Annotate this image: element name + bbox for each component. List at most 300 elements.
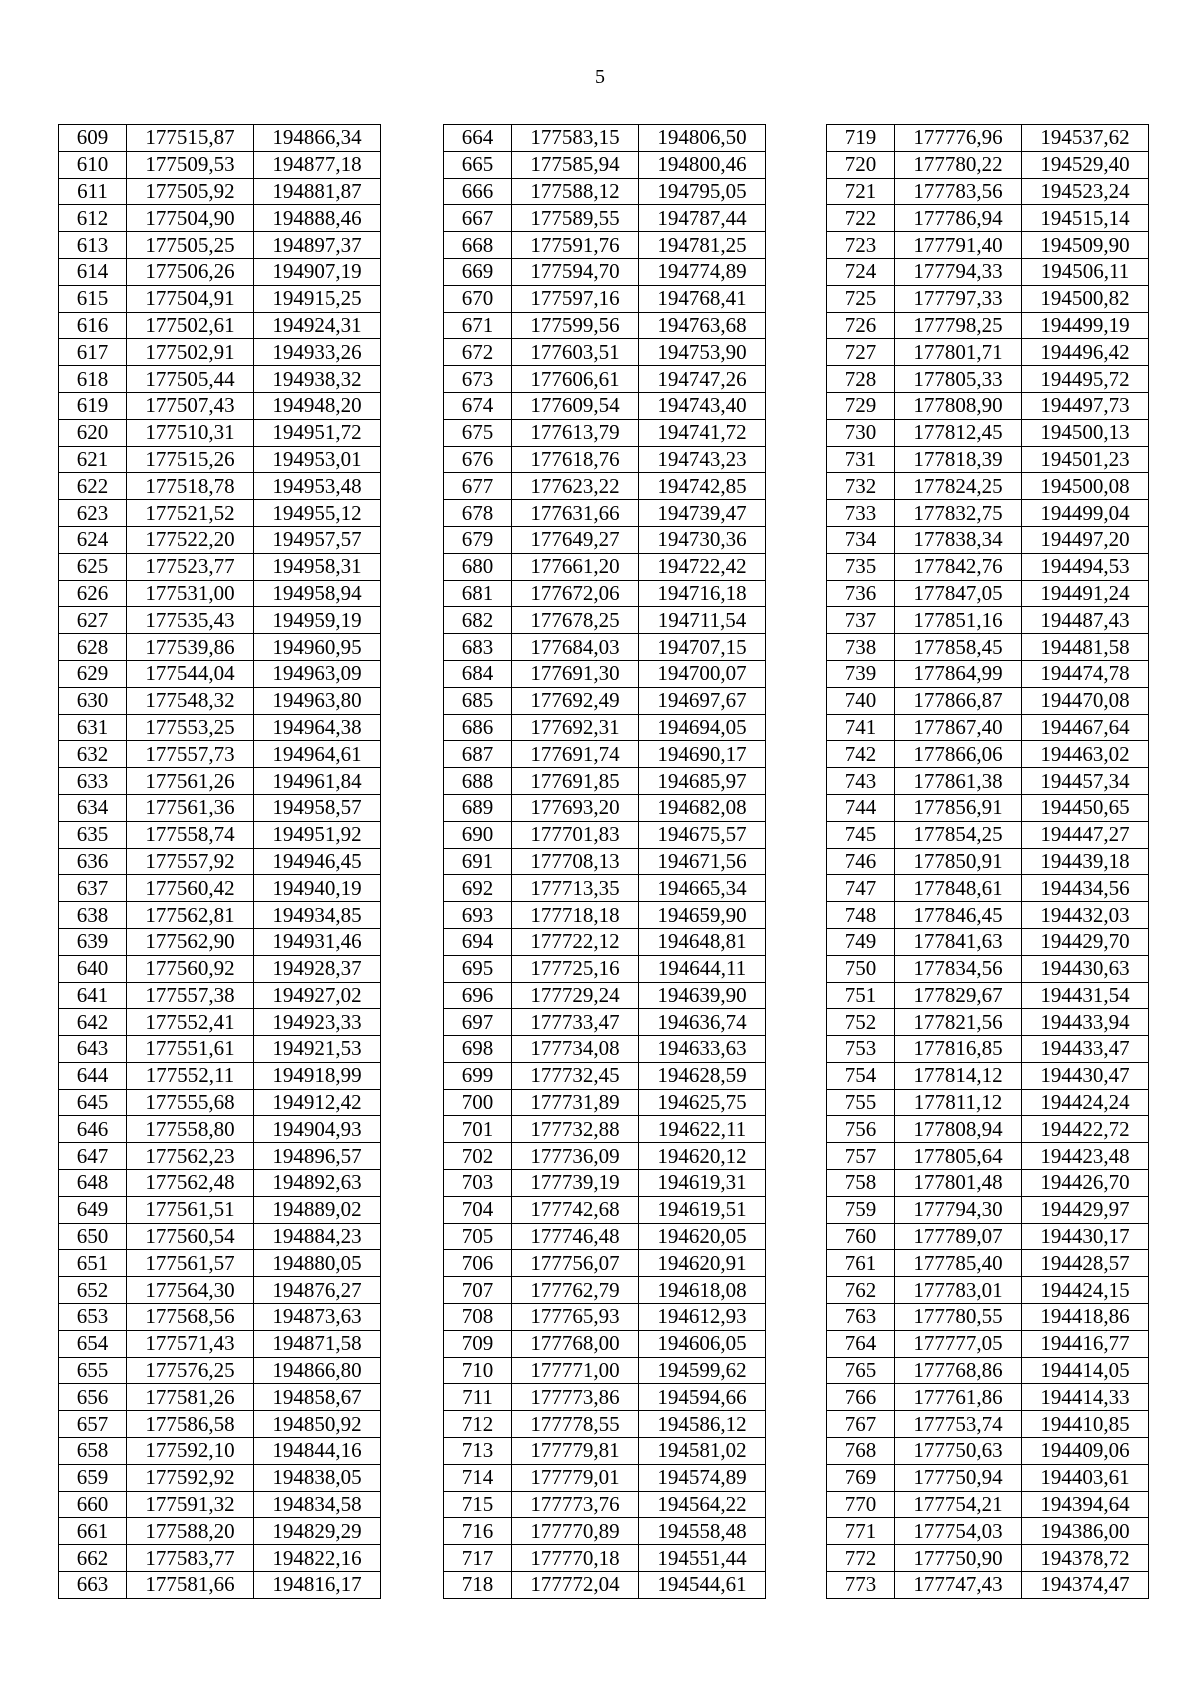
y-coordinate-cell: 194423,48 (1022, 1143, 1149, 1170)
point-number-cell: 726 (827, 312, 895, 339)
x-coordinate-cell: 177750,90 (895, 1545, 1022, 1572)
point-number-cell: 722 (827, 205, 895, 232)
x-coordinate-cell: 177801,48 (895, 1170, 1022, 1197)
y-coordinate-cell: 194429,97 (1022, 1196, 1149, 1223)
x-coordinate-cell: 177850,91 (895, 848, 1022, 875)
table-row (827, 473, 1149, 500)
point-number-cell: 609 (59, 125, 127, 152)
x-coordinate-cell: 177557,73 (127, 741, 254, 768)
x-coordinate-cell: 177816,85 (895, 1036, 1022, 1063)
point-number-cell: 687 (444, 741, 512, 768)
y-coordinate-cell: 194948,20 (254, 392, 381, 419)
table-row (59, 1250, 381, 1277)
table-row (59, 928, 381, 955)
table-row (444, 982, 766, 1009)
y-coordinate-cell: 194806,50 (639, 125, 766, 152)
point-number-cell: 631 (59, 714, 127, 741)
table-row (827, 875, 1149, 902)
x-coordinate-cell: 177789,07 (895, 1223, 1022, 1250)
point-number-cell: 689 (444, 794, 512, 821)
point-number-cell: 692 (444, 875, 512, 902)
x-coordinate-cell: 177801,71 (895, 339, 1022, 366)
x-coordinate-cell: 177592,10 (127, 1438, 254, 1465)
point-number-cell: 758 (827, 1170, 895, 1197)
x-coordinate-cell: 177718,18 (512, 902, 639, 929)
x-coordinate-cell: 177722,12 (512, 928, 639, 955)
y-coordinate-cell: 194951,92 (254, 821, 381, 848)
x-coordinate-cell: 177539,86 (127, 634, 254, 661)
y-coordinate-cell: 194921,53 (254, 1036, 381, 1063)
x-coordinate-cell: 177518,78 (127, 473, 254, 500)
x-coordinate-cell: 177603,51 (512, 339, 639, 366)
point-number-cell: 735 (827, 553, 895, 580)
x-coordinate-cell: 177838,34 (895, 526, 1022, 553)
point-number-cell: 759 (827, 1196, 895, 1223)
x-coordinate-cell: 177502,61 (127, 312, 254, 339)
table-row (827, 553, 1149, 580)
y-coordinate-cell: 194470,08 (1022, 687, 1149, 714)
point-number-cell: 736 (827, 580, 895, 607)
x-coordinate-cell: 177678,25 (512, 607, 639, 634)
table-row (827, 794, 1149, 821)
table-row (59, 473, 381, 500)
y-coordinate-cell: 194558,48 (639, 1518, 766, 1545)
table-row (827, 714, 1149, 741)
x-coordinate-cell: 177583,77 (127, 1545, 254, 1572)
table-row (59, 1143, 381, 1170)
x-coordinate-cell: 177808,94 (895, 1116, 1022, 1143)
point-number-cell: 767 (827, 1411, 895, 1438)
point-number-cell: 653 (59, 1304, 127, 1331)
x-coordinate-cell: 177561,51 (127, 1196, 254, 1223)
table-row (444, 1518, 766, 1545)
x-coordinate-cell: 177736,09 (512, 1143, 639, 1170)
y-coordinate-cell: 194953,01 (254, 446, 381, 473)
y-coordinate-cell: 194739,47 (639, 500, 766, 527)
x-coordinate-cell: 177777,05 (895, 1330, 1022, 1357)
x-coordinate-cell: 177561,57 (127, 1250, 254, 1277)
x-coordinate-cell: 177785,40 (895, 1250, 1022, 1277)
table-row (827, 1089, 1149, 1116)
coordinate-table-1 (58, 124, 381, 1599)
y-coordinate-cell: 194625,75 (639, 1089, 766, 1116)
y-coordinate-cell: 194491,24 (1022, 580, 1149, 607)
x-coordinate-cell: 177618,76 (512, 446, 639, 473)
point-number-cell: 636 (59, 848, 127, 875)
point-number-cell: 739 (827, 660, 895, 687)
x-coordinate-cell: 177585,94 (512, 151, 639, 178)
point-number-cell: 749 (827, 928, 895, 955)
point-number-cell: 671 (444, 312, 512, 339)
x-coordinate-cell: 177586,58 (127, 1411, 254, 1438)
table-row (827, 446, 1149, 473)
x-coordinate-cell: 177692,49 (512, 687, 639, 714)
table-row (59, 285, 381, 312)
x-coordinate-cell: 177555,68 (127, 1089, 254, 1116)
y-coordinate-cell: 194716,18 (639, 580, 766, 607)
y-coordinate-cell: 194931,46 (254, 928, 381, 955)
table-row (59, 1223, 381, 1250)
y-coordinate-cell: 194946,45 (254, 848, 381, 875)
table-row (59, 1330, 381, 1357)
point-number-cell: 702 (444, 1143, 512, 1170)
x-coordinate-cell: 177561,26 (127, 768, 254, 795)
x-coordinate-cell: 177754,21 (895, 1491, 1022, 1518)
x-coordinate-cell: 177708,13 (512, 848, 639, 875)
x-coordinate-cell: 177824,25 (895, 473, 1022, 500)
table-row (444, 178, 766, 205)
x-coordinate-cell: 177521,52 (127, 500, 254, 527)
point-number-cell: 628 (59, 634, 127, 661)
table-row (59, 1491, 381, 1518)
y-coordinate-cell: 194923,33 (254, 1009, 381, 1036)
point-number-cell: 704 (444, 1196, 512, 1223)
x-coordinate-cell: 177562,90 (127, 928, 254, 955)
point-number-cell: 701 (444, 1116, 512, 1143)
point-number-cell: 748 (827, 902, 895, 929)
point-number-cell: 673 (444, 366, 512, 393)
y-coordinate-cell: 194422,72 (1022, 1116, 1149, 1143)
point-number-cell: 729 (827, 392, 895, 419)
coordinate-table-2 (443, 124, 766, 1599)
point-number-cell: 755 (827, 1089, 895, 1116)
table-row (444, 1143, 766, 1170)
y-coordinate-cell: 194707,15 (639, 634, 766, 661)
point-number-cell: 705 (444, 1223, 512, 1250)
x-coordinate-cell: 177672,06 (512, 580, 639, 607)
y-coordinate-cell: 194481,58 (1022, 634, 1149, 661)
point-number-cell: 681 (444, 580, 512, 607)
point-number-cell: 629 (59, 660, 127, 687)
point-number-cell: 634 (59, 794, 127, 821)
table-row (444, 500, 766, 527)
x-coordinate-cell: 177773,86 (512, 1384, 639, 1411)
point-number-cell: 712 (444, 1411, 512, 1438)
table-row (444, 902, 766, 929)
table-row (444, 768, 766, 795)
point-number-cell: 638 (59, 902, 127, 929)
table-row (444, 285, 766, 312)
table-row (59, 178, 381, 205)
point-number-cell: 706 (444, 1250, 512, 1277)
x-coordinate-cell: 177552,11 (127, 1062, 254, 1089)
table-row (444, 955, 766, 982)
y-coordinate-cell: 194500,82 (1022, 285, 1149, 312)
x-coordinate-cell: 177841,63 (895, 928, 1022, 955)
point-number-cell: 675 (444, 419, 512, 446)
point-number-cell: 688 (444, 768, 512, 795)
point-number-cell: 756 (827, 1116, 895, 1143)
x-coordinate-cell: 177649,27 (512, 526, 639, 553)
table-row (444, 1062, 766, 1089)
y-coordinate-cell: 194414,05 (1022, 1357, 1149, 1384)
table-row (59, 1357, 381, 1384)
table-row (827, 151, 1149, 178)
y-coordinate-cell: 194834,58 (254, 1491, 381, 1518)
table-row (827, 1518, 1149, 1545)
x-coordinate-cell: 177776,96 (895, 125, 1022, 152)
table-row (444, 1438, 766, 1465)
y-coordinate-cell: 194763,68 (639, 312, 766, 339)
point-number-cell: 668 (444, 232, 512, 259)
y-coordinate-cell: 194924,31 (254, 312, 381, 339)
x-coordinate-cell: 177560,92 (127, 955, 254, 982)
point-number-cell: 643 (59, 1036, 127, 1063)
point-number-cell: 621 (59, 446, 127, 473)
point-number-cell: 669 (444, 258, 512, 285)
x-coordinate-cell: 177834,56 (895, 955, 1022, 982)
x-coordinate-cell: 177509,53 (127, 151, 254, 178)
point-number-cell: 744 (827, 794, 895, 821)
y-coordinate-cell: 194743,40 (639, 392, 766, 419)
table-row (827, 1384, 1149, 1411)
x-coordinate-cell: 177856,91 (895, 794, 1022, 821)
table-row (444, 687, 766, 714)
point-number-cell: 667 (444, 205, 512, 232)
point-number-cell: 640 (59, 955, 127, 982)
x-coordinate-cell: 177805,33 (895, 366, 1022, 393)
y-coordinate-cell: 194497,20 (1022, 526, 1149, 553)
point-number-cell: 730 (827, 419, 895, 446)
y-coordinate-cell: 194880,05 (254, 1250, 381, 1277)
y-coordinate-cell: 194697,67 (639, 687, 766, 714)
point-number-cell: 699 (444, 1062, 512, 1089)
x-coordinate-cell: 177867,40 (895, 714, 1022, 741)
y-coordinate-cell: 194374,47 (1022, 1572, 1149, 1599)
point-number-cell: 752 (827, 1009, 895, 1036)
y-coordinate-cell: 194896,57 (254, 1143, 381, 1170)
x-coordinate-cell: 177568,56 (127, 1304, 254, 1331)
point-number-cell: 709 (444, 1330, 512, 1357)
point-number-cell: 622 (59, 473, 127, 500)
table-row (444, 151, 766, 178)
table-row (59, 875, 381, 902)
table-row (444, 446, 766, 473)
table-row (444, 419, 766, 446)
y-coordinate-cell: 194876,27 (254, 1277, 381, 1304)
y-coordinate-cell: 194619,31 (639, 1170, 766, 1197)
y-coordinate-cell: 194850,92 (254, 1411, 381, 1438)
point-number-cell: 674 (444, 392, 512, 419)
table-row (444, 875, 766, 902)
point-number-cell: 620 (59, 419, 127, 446)
x-coordinate-cell: 177691,30 (512, 660, 639, 687)
x-coordinate-cell: 177548,32 (127, 687, 254, 714)
point-number-cell: 642 (59, 1009, 127, 1036)
x-coordinate-cell: 177832,75 (895, 500, 1022, 527)
point-number-cell: 616 (59, 312, 127, 339)
y-coordinate-cell: 194957,57 (254, 526, 381, 553)
x-coordinate-cell: 177732,88 (512, 1116, 639, 1143)
table-row (827, 1223, 1149, 1250)
table-row (59, 392, 381, 419)
table-row (827, 928, 1149, 955)
y-coordinate-cell: 194434,56 (1022, 875, 1149, 902)
point-number-cell: 650 (59, 1223, 127, 1250)
x-coordinate-cell: 177510,31 (127, 419, 254, 446)
point-number-cell: 732 (827, 473, 895, 500)
table-row (444, 553, 766, 580)
point-number-cell: 700 (444, 1089, 512, 1116)
x-coordinate-cell: 177773,76 (512, 1491, 639, 1518)
x-coordinate-cell: 177768,86 (895, 1357, 1022, 1384)
x-coordinate-cell: 177739,19 (512, 1170, 639, 1197)
table-row (59, 205, 381, 232)
y-coordinate-cell: 194675,57 (639, 821, 766, 848)
table-row (59, 1089, 381, 1116)
y-coordinate-cell: 194529,40 (1022, 151, 1149, 178)
y-coordinate-cell: 194447,27 (1022, 821, 1149, 848)
x-coordinate-cell: 177558,80 (127, 1116, 254, 1143)
x-coordinate-cell: 177589,55 (512, 205, 639, 232)
table-row (59, 1036, 381, 1063)
y-coordinate-cell: 194428,57 (1022, 1250, 1149, 1277)
point-number-cell: 751 (827, 982, 895, 1009)
table-row (827, 660, 1149, 687)
x-coordinate-cell: 177779,01 (512, 1464, 639, 1491)
table-row (827, 1330, 1149, 1357)
point-number-cell: 625 (59, 553, 127, 580)
point-number-cell: 690 (444, 821, 512, 848)
y-coordinate-cell: 194431,54 (1022, 982, 1149, 1009)
y-coordinate-cell: 194961,84 (254, 768, 381, 795)
point-number-cell: 737 (827, 607, 895, 634)
point-number-cell: 740 (827, 687, 895, 714)
y-coordinate-cell: 194690,17 (639, 741, 766, 768)
point-number-cell: 746 (827, 848, 895, 875)
y-coordinate-cell: 194963,09 (254, 660, 381, 687)
y-coordinate-cell: 194495,72 (1022, 366, 1149, 393)
y-coordinate-cell: 194515,14 (1022, 205, 1149, 232)
x-coordinate-cell: 177623,22 (512, 473, 639, 500)
table-row (59, 366, 381, 393)
y-coordinate-cell: 194494,53 (1022, 553, 1149, 580)
point-number-cell: 743 (827, 768, 895, 795)
y-coordinate-cell: 194866,80 (254, 1357, 381, 1384)
table-row (444, 607, 766, 634)
y-coordinate-cell: 194648,81 (639, 928, 766, 955)
point-number-cell: 680 (444, 553, 512, 580)
table-row (59, 446, 381, 473)
x-coordinate-cell: 177592,92 (127, 1464, 254, 1491)
table-row (827, 500, 1149, 527)
y-coordinate-cell: 194888,46 (254, 205, 381, 232)
x-coordinate-cell: 177794,30 (895, 1196, 1022, 1223)
x-coordinate-cell: 177552,41 (127, 1009, 254, 1036)
y-coordinate-cell: 194394,64 (1022, 1491, 1149, 1518)
x-coordinate-cell: 177661,20 (512, 553, 639, 580)
y-coordinate-cell: 194694,05 (639, 714, 766, 741)
table-row (444, 580, 766, 607)
x-coordinate-cell: 177558,74 (127, 821, 254, 848)
point-number-cell: 764 (827, 1330, 895, 1357)
table-row (59, 821, 381, 848)
table-row (59, 1277, 381, 1304)
table-row (444, 1384, 766, 1411)
y-coordinate-cell: 194619,51 (639, 1196, 766, 1223)
y-coordinate-cell: 194474,78 (1022, 660, 1149, 687)
table-row (444, 1330, 766, 1357)
y-coordinate-cell: 194730,36 (639, 526, 766, 553)
x-coordinate-cell: 177571,43 (127, 1330, 254, 1357)
y-coordinate-cell: 194897,37 (254, 232, 381, 259)
y-coordinate-cell: 194500,13 (1022, 419, 1149, 446)
y-coordinate-cell: 194866,34 (254, 125, 381, 152)
y-coordinate-cell: 194403,61 (1022, 1464, 1149, 1491)
point-number-cell: 678 (444, 500, 512, 527)
y-coordinate-cell: 194620,91 (639, 1250, 766, 1277)
y-coordinate-cell: 194450,65 (1022, 794, 1149, 821)
point-number-cell: 630 (59, 687, 127, 714)
x-coordinate-cell: 177791,40 (895, 232, 1022, 259)
table-row (444, 848, 766, 875)
table-row (59, 258, 381, 285)
table-row (59, 902, 381, 929)
page-number: 5 (595, 66, 605, 88)
x-coordinate-cell: 177581,66 (127, 1572, 254, 1599)
point-number-cell: 693 (444, 902, 512, 929)
y-coordinate-cell: 194426,70 (1022, 1170, 1149, 1197)
y-coordinate-cell: 194958,31 (254, 553, 381, 580)
x-coordinate-cell: 177858,45 (895, 634, 1022, 661)
table-row (59, 1170, 381, 1197)
y-coordinate-cell: 194665,34 (639, 875, 766, 902)
table-row (59, 1572, 381, 1599)
table-row (444, 1116, 766, 1143)
y-coordinate-cell: 194722,42 (639, 553, 766, 580)
table-row (444, 741, 766, 768)
x-coordinate-cell: 177805,64 (895, 1143, 1022, 1170)
point-number-cell: 766 (827, 1384, 895, 1411)
point-number-cell: 714 (444, 1464, 512, 1491)
y-coordinate-cell: 194958,57 (254, 794, 381, 821)
point-number-cell: 662 (59, 1545, 127, 1572)
x-coordinate-cell: 177515,26 (127, 446, 254, 473)
x-coordinate-cell: 177507,43 (127, 392, 254, 419)
y-coordinate-cell: 194467,64 (1022, 714, 1149, 741)
x-coordinate-cell: 177505,25 (127, 232, 254, 259)
table-row (444, 1036, 766, 1063)
x-coordinate-cell: 177515,87 (127, 125, 254, 152)
table-row (444, 1572, 766, 1599)
point-number-cell: 619 (59, 392, 127, 419)
y-coordinate-cell: 194496,42 (1022, 339, 1149, 366)
x-coordinate-cell: 177544,04 (127, 660, 254, 687)
table-row (827, 1250, 1149, 1277)
table-row (59, 526, 381, 553)
y-coordinate-cell: 194618,08 (639, 1277, 766, 1304)
point-number-cell: 661 (59, 1518, 127, 1545)
y-coordinate-cell: 194509,90 (1022, 232, 1149, 259)
y-coordinate-cell: 194912,42 (254, 1089, 381, 1116)
point-number-cell: 665 (444, 151, 512, 178)
x-coordinate-cell: 177557,38 (127, 982, 254, 1009)
table-row (59, 312, 381, 339)
y-coordinate-cell: 194500,08 (1022, 473, 1149, 500)
x-coordinate-cell: 177818,39 (895, 446, 1022, 473)
point-number-cell: 633 (59, 768, 127, 795)
y-coordinate-cell: 194884,23 (254, 1223, 381, 1250)
y-coordinate-cell: 194964,61 (254, 741, 381, 768)
point-number-cell: 635 (59, 821, 127, 848)
x-coordinate-cell: 177808,90 (895, 392, 1022, 419)
point-number-cell: 611 (59, 178, 127, 205)
point-number-cell: 698 (444, 1036, 512, 1063)
x-coordinate-cell: 177761,86 (895, 1384, 1022, 1411)
point-number-cell: 747 (827, 875, 895, 902)
table-row (444, 1170, 766, 1197)
table-row (827, 125, 1149, 152)
